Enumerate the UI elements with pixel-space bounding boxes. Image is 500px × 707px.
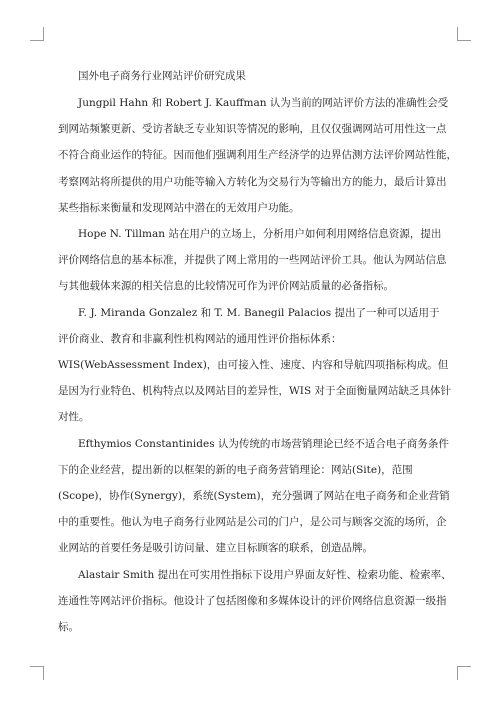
crop-mark-top-right-h: [457, 40, 471, 41]
paragraph: [58, 431, 450, 562]
paragraph-line: 连通性等网站评价指标。他设计了包括图像和多媒体设计的评价网络信息资源一级指: [58, 594, 447, 607]
paragraph-line: 评价商业、教育和非赢利性机构网站的通用性评价指标体系：: [58, 332, 342, 345]
crop-mark-top-right-v: [457, 27, 458, 41]
paragraph-line: 某些指标来衡量和发现网站中潜在的无效用户功能。: [58, 201, 300, 214]
crop-mark-bottom-left-v: [43, 666, 44, 680]
paragraph-line: Alastair Smith 提出在可实用性指标下设用户界面友好性、检索功能、检索率、: [78, 568, 452, 581]
crop-mark-top-left-h: [30, 40, 44, 41]
crop-mark-bottom-left-h: [30, 666, 44, 667]
crop-mark-bottom-right-v: [457, 666, 458, 680]
paragraph-line: 不符合商业运作的特征。因而他们强调利用生产经济学的边界估测方法评价网站性能，: [58, 149, 457, 162]
paragraph-line: Efthymios Constantinides 认为传统的市场营销理论已经不适合电子商务条件: [78, 437, 449, 450]
document-body: [58, 66, 457, 640]
paragraph: [58, 90, 457, 221]
paragraph-line: 到网站频繁更新、受访者缺乏专业知识等情况的影响，且仅仅强调网站可用性这一点: [58, 123, 447, 136]
paragraph-line: WIS(WebAssessment Index)，由可接入性、速度、内容和导航四项指标构成。但: [58, 359, 449, 372]
paragraph: [58, 221, 450, 300]
paragraph-line: 考察网站将所提供的用户功能等输入方转化为交易行为等输出方的能力，最后计算出: [58, 175, 447, 188]
paragraph-line: Jungpil Hahn 和 Robert J. Kauffman 认为当前的网站评价方法的准确性会受: [78, 97, 449, 109]
section-heading: 国外电子商务行业网站评价研究成果: [78, 70, 246, 82]
paragraph-line: 与其他载体来源的相关信息的比较情况可作为评价网站质量的必备指标。: [58, 280, 394, 293]
paragraph-line: 下的企业经营，提出新的以框架的新的电子商务营销理论：网站(Site)，范围: [58, 463, 413, 476]
paragraph-line: 对性。: [58, 411, 90, 424]
paragraph-line: F. J. Miranda Gonzalez 和 T. M. Banegil Palacios 提出了一种可以适用于: [78, 306, 440, 319]
paragraph: [58, 300, 450, 431]
crop-mark-top-left-v: [43, 27, 44, 41]
paragraph-line: 评价网络信息的基本标准，并提供了网上常用的一些网站评价工具。他认为网站信息: [58, 254, 447, 267]
paragraph-line: (Scope)，协作(Synergy)，系统(System)，充分强调了网站在电子商务和企业营销: [58, 490, 450, 503]
crop-mark-bottom-right-h: [457, 666, 471, 667]
paragraph-line: 中的重要性。他认为电子商务行业网站是公司的门户，是公司与顾客交流的场所，企: [58, 516, 447, 529]
paragraph-list: [58, 90, 457, 640]
paragraph-line: 是因为行业特色、机构特点以及网站目的差异性，WIS 对于全面衡量网站缺乏具体针: [58, 385, 451, 398]
paragraph-line: Hope N. Tillman 站在用户的立场上，分析用户如何利用网络信息资源，提出: [78, 228, 442, 241]
paragraph-line: 标。: [58, 621, 79, 634]
paragraph: [58, 562, 450, 641]
paragraph-line: 业网站的首要任务是吸引访问量、建立目标顾客的联系，创造品牌。: [58, 542, 373, 555]
